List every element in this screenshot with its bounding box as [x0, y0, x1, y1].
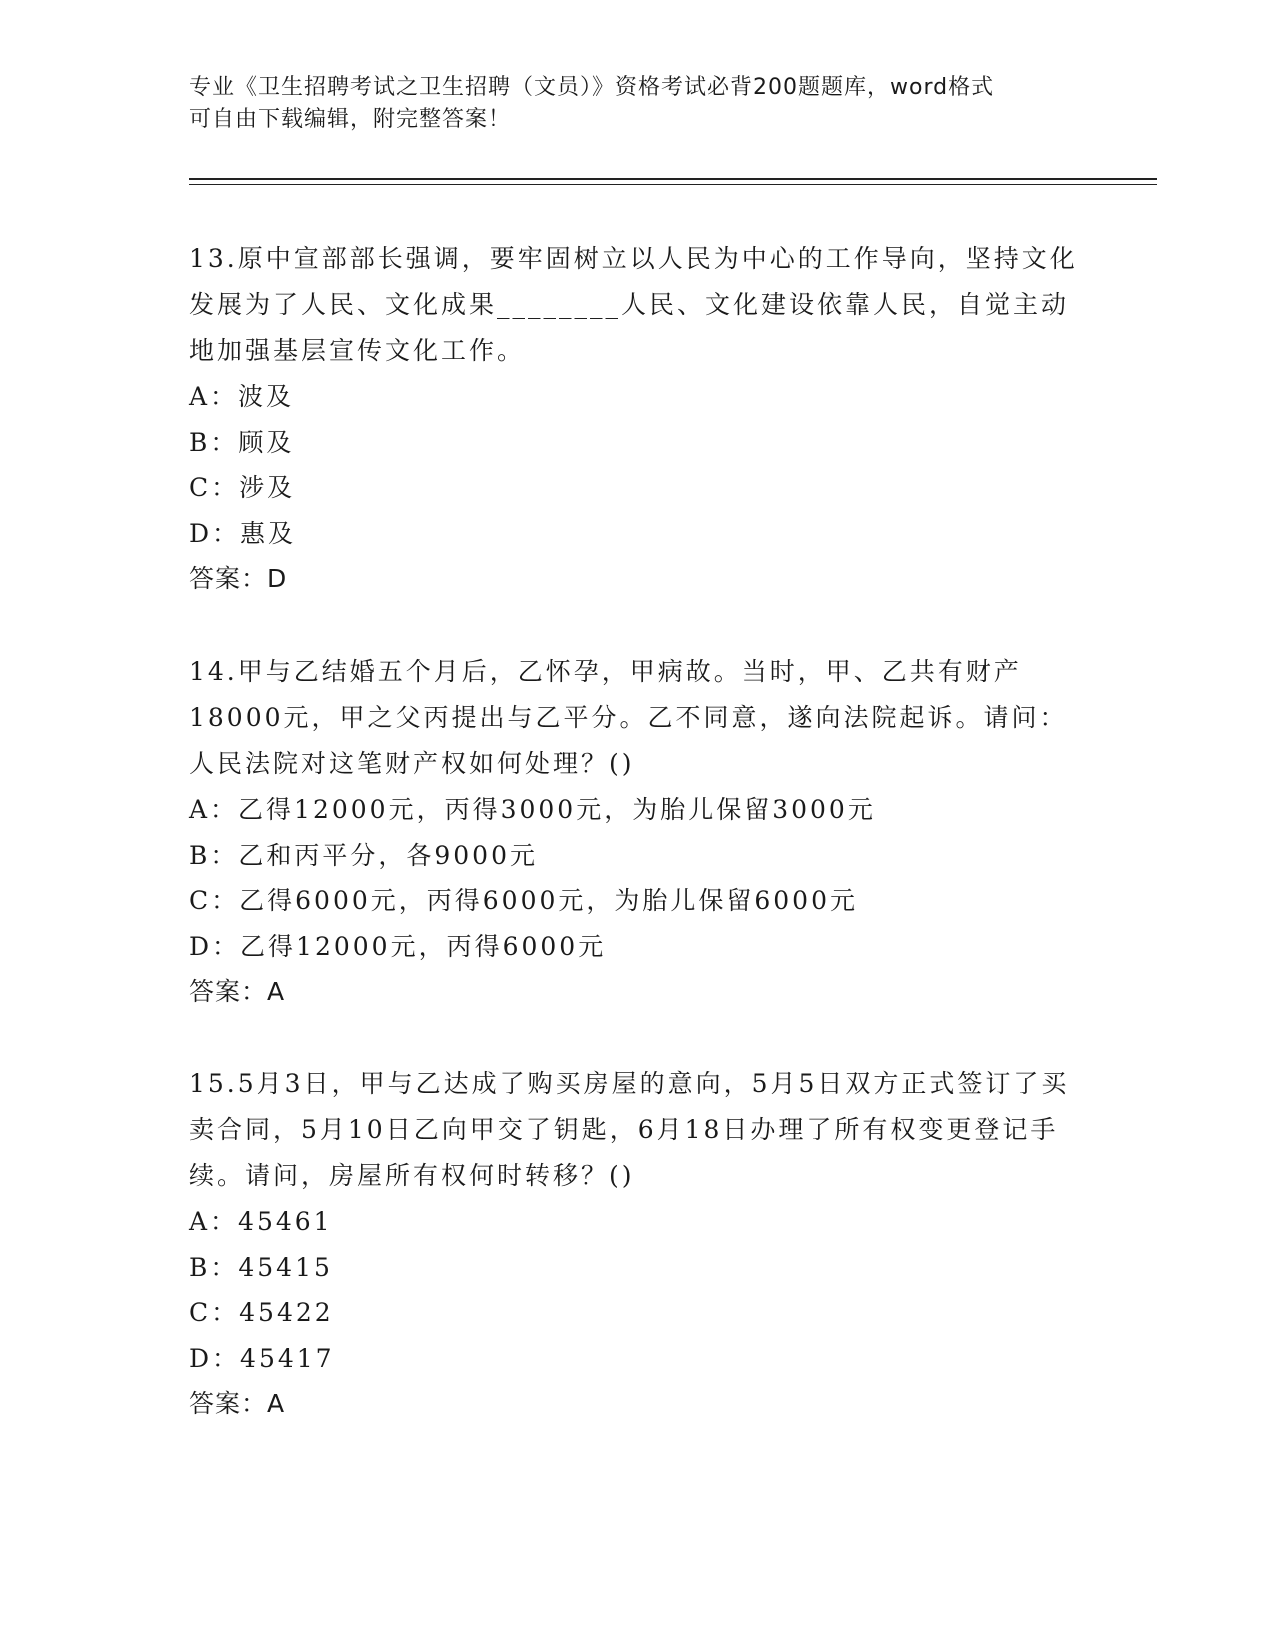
- option-c: C：涉及: [189, 473, 296, 502]
- option-b: B：顾及: [189, 427, 295, 457]
- question-14: [189, 649, 1089, 1015]
- question-stem: 13.原中宣部部长强调，要牢固树立以人民为中心的工作导向，坚持文化发展为了人民、文化成果________人民、文化建设依靠人民，自觉主动地加强基层宣传文化工作。: [189, 244, 1078, 365]
- header-line-2: 可自由下载编辑，附完整答案！: [189, 107, 512, 132]
- option-c: C：乙得6000元，丙得6000元，为胎儿保留6000元: [189, 886, 858, 915]
- question-15: [189, 1061, 1089, 1427]
- option-d: D：乙得12000元，丙得6000元: [189, 931, 607, 961]
- option-a: A：波及: [189, 382, 295, 411]
- header-divider-thick: [189, 178, 1157, 180]
- option-a: A：乙得12000元，丙得3000元，为胎儿保留3000元: [189, 795, 876, 824]
- question-stem: 15.5月3日，甲与乙达成了购买房屋的意向，5月5日双方正式签订了买卖合同，5月10日乙向甲交了钥匙，6月18日办理了所有权变更登记手续。请问，房屋所有权何时转移？(): [189, 1069, 1070, 1190]
- option-b: B：乙和丙平分，各9000元: [189, 840, 538, 870]
- option-d: D：45417: [189, 1343, 335, 1373]
- document-header: [189, 72, 1089, 136]
- option-d: D：惠及: [189, 518, 297, 548]
- question-13: [189, 236, 1089, 602]
- question-stem: 14.甲与乙结婚五个月后，乙怀孕，甲病故。当时，甲、乙共有财产18000元，甲之父丙提出与乙平分。乙不同意，遂向法院起诉。请问：人民法院对这笔财产权如何处理？(): [189, 657, 1068, 778]
- answer: 答案：D: [189, 564, 288, 593]
- answer: 答案：A: [189, 1389, 286, 1418]
- option-c: C：45422: [189, 1298, 334, 1327]
- option-a: A：45461: [189, 1207, 333, 1236]
- header-line-1: 专业《卫生招聘考试之卫生招聘（文员）》资格考试必背200题题库，word格式: [189, 75, 995, 100]
- option-b: B：45415: [189, 1252, 333, 1282]
- answer: 答案：A: [189, 977, 286, 1006]
- header-divider-thin: [189, 184, 1157, 185]
